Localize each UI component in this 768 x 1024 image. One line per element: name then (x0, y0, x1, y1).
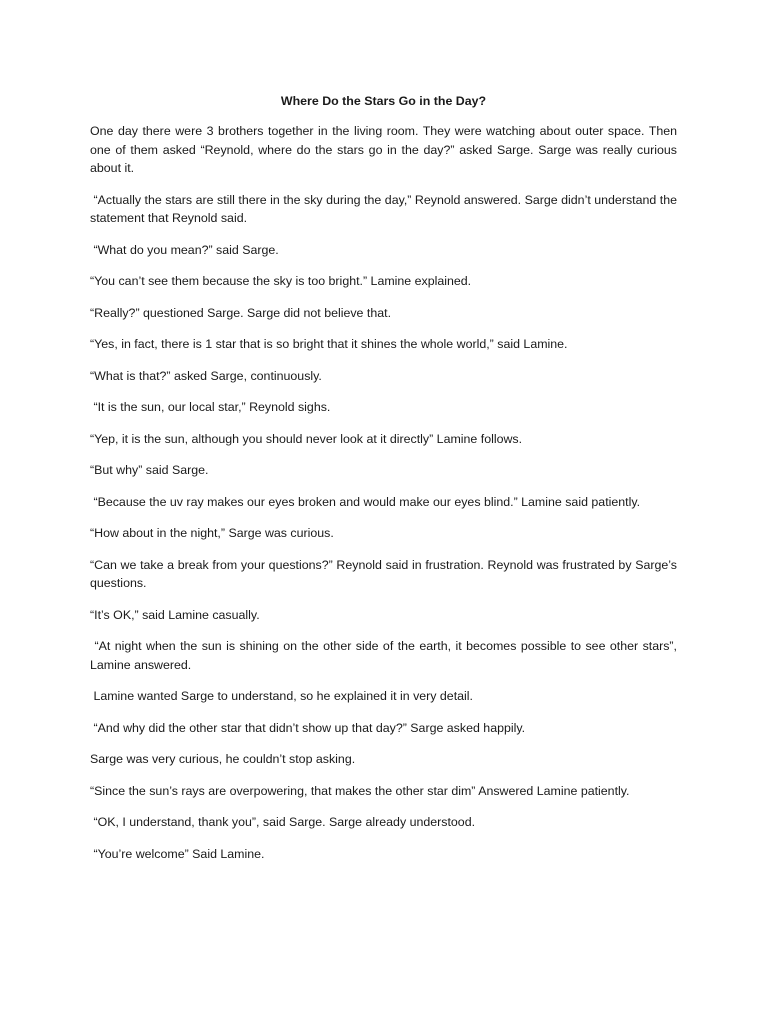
paragraph: “Can we take a break from your questions?” Reynold said in frustration. Reynold was frustrated by Sarge’s questions. (90, 557, 681, 590)
paragraph: “You can’t see them because the sky is too bright.” Lamine explained. (90, 274, 472, 288)
paragraph: “And why did the other star that didn’t show up that day?” Sarge asked happily. (90, 720, 526, 735)
paragraph: “How about in the night,” Sarge was curious. (90, 526, 334, 540)
paragraph: “It is the sun, our local star,” Reynold sighs. (90, 400, 331, 414)
paragraph: “At night when the sun is shining on the other side of the earth, it becomes possible to see other stars”, Lamine answered. (90, 639, 681, 672)
paragraph: Lamine wanted Sarge to understand, so he explained it in very detail. (90, 689, 473, 703)
paragraph: “It’s OK,” said Lamine casually. (90, 607, 260, 622)
document-page (90, 93, 681, 876)
paragraph: “Yes, in fact, there is 1 star that is so bright that it shines the whole world,” said Lamine. (90, 337, 568, 351)
paragraph: “OK, I understand, thank you”, said Sarge. Sarge already understood. (90, 815, 476, 829)
paragraph: “You’re welcome” Said Lamine. (90, 846, 265, 861)
paragraph: “What is that?” asked Sarge, continuously. (90, 368, 322, 383)
paragraph: “Actually the stars are still there in the sky during the day,” Reynold answered. Sarge didn’t understand the statement that Reynold said. (90, 192, 681, 225)
paragraph: “Since the sun’s rays are overpowering, that makes the other star dim” Answered Lamine patiently. (90, 783, 630, 798)
paragraph: “What do you mean?” said Sarge. (90, 242, 279, 257)
paragraph: “Really?” questioned Sarge. Sarge did not believe that. (90, 305, 392, 320)
paragraph: Sarge was very curious, he couldn’t stop asking. (90, 752, 356, 766)
paragraph: “Yep, it is the sun, although you should never look at it directly” Lamine follows. (90, 431, 523, 446)
paragraph: “Because the uv ray makes our eyes broken and would make our eyes blind.” Lamine said patiently. (90, 494, 641, 509)
document-title: Where Do the Stars Go in the Day? (280, 94, 487, 108)
paragraph: One day there were 3 brothers together in the living room. They were watching about outer space. Then one of them asked “Reynold, where do the stars go in the day?” asked Sarge. Sarge was really curious about it. (90, 124, 681, 175)
paragraph: “But why” said Sarge. (90, 463, 209, 477)
